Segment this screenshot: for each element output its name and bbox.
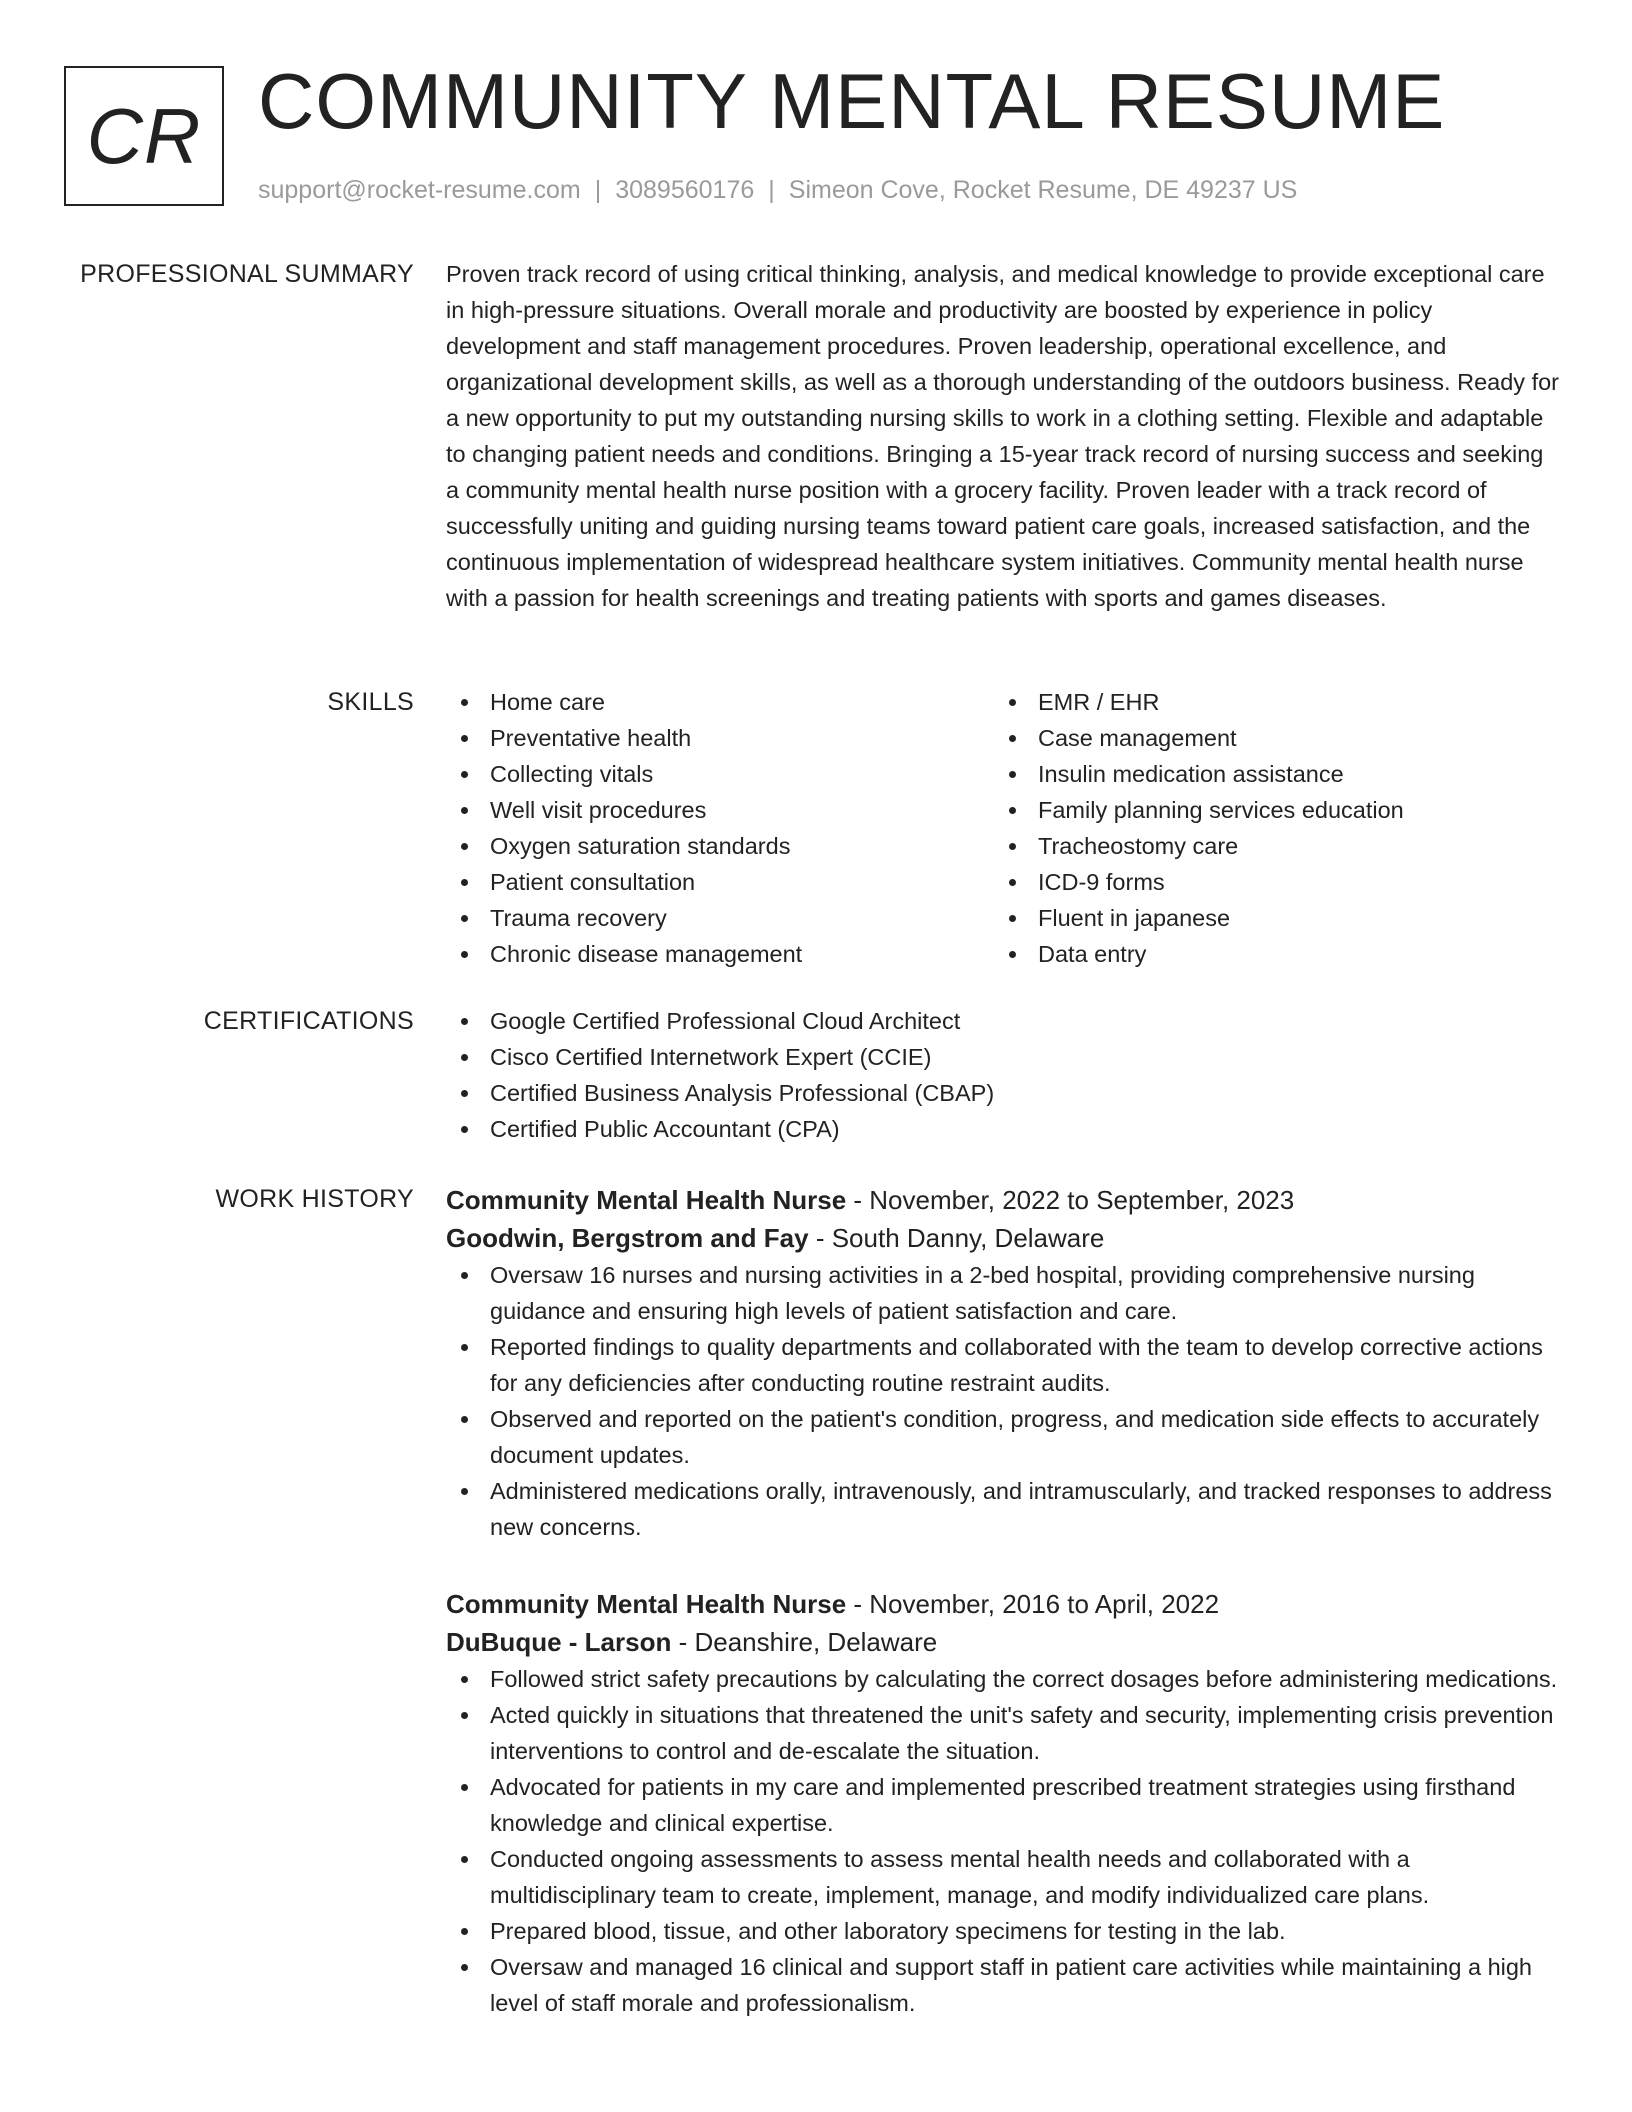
skill-item: Chronic disease management [446,936,994,972]
certification-item: Certified Business Analysis Professional (CBAP) [446,1075,1562,1111]
job-company-line: DuBuque - Larson - Deanshire, Delaware [446,1627,938,1657]
skill-item: Patient consultation [446,864,994,900]
skill-item: Oxygen saturation standards [446,828,994,864]
job-location: Deanshire, Delaware [694,1627,938,1657]
skill-item: Data entry [994,936,1542,972]
job-duty: Conducted ongoing assessments to assess mental health needs and collaborated with a multidisciplinary team to create, implement, manage, and modify individualized care plans. [446,1841,1562,1913]
skill-item: Insulin medication assistance [994,756,1542,792]
contact-phone: 3089560176 [615,176,755,204]
skill-item: Home care [446,684,994,720]
job-duty: Prepared blood, tissue, and other laboratory specimens for testing in the lab. [446,1913,1562,1949]
certifications-heading: CERTIFICATIONS [203,1007,414,1035]
job-duty: Followed strict safety precautions by calculating the correct dosages before administering medications. [446,1661,1562,1697]
job-title-line: Community Mental Health Nurse - November, 2016 to April, 2022 [446,1589,1220,1619]
certification-item: Certified Public Accountant (CPA) [446,1111,1562,1147]
skill-item: Fluent in japanese [994,900,1542,936]
job-duty: Oversaw and managed 16 clinical and support staff in patient care activities while maintaining a high level of staff morale and professionalism. [446,1949,1562,2021]
skill-item: Family planning services education [994,792,1542,828]
skill-item: Tracheostomy care [994,828,1542,864]
skills-body [446,684,1562,972]
contact-email: support@rocket-resume.com [258,176,581,204]
job-duty: Observed and reported on the patient's condition, progress, and medication side effects to accurately document updates. [446,1401,1562,1473]
job-company: DuBuque - Larson [446,1627,672,1657]
skill-item: Trauma recovery [446,900,994,936]
work-history-heading: WORK HISTORY [215,1185,414,1213]
contact-separator: | [594,176,602,204]
job-duties-list [446,1257,1562,1545]
job-company-line: Goodwin, Bergstrom and Fay - South Danny, Delaware [446,1223,1105,1253]
job-location: South Danny, Delaware [831,1223,1105,1253]
contact-address: Simeon Cove, Rocket Resume, DE 49237 US [788,176,1298,204]
certifications-body [446,1003,1562,1147]
skill-item: Case management [994,720,1542,756]
summary-text: Proven track record of using critical thinking, analysis, and medical knowledge to provide exceptional care in high-pressure situations. Overall morale and productivity are boosted by experience in policy development and staff management procedures. Proven leadership, operational excellence, and organizational development skills, as well as a thorough understanding of the outdoors business. Ready for a new opportunity to put my outstanding nursing skills to work in a clothing setting. Flexible and adaptable to changing patient needs and conditions. Bringing a 15-year track record of nursing success and seeking a community mental health nurse position with a grocery facility. Proven leader with a track record of successfully uniting and guiding nursing teams toward patient care goals, increased satisfaction, and the continuous implementation of widespread healthcare system initiatives. Community mental health nurse with a passion for health screenings and treating patients with sports and games diseases. [446,261,1560,611]
skills-heading: SKILLS [327,688,414,716]
contact-line [258,174,1297,206]
skills-columns [446,684,1562,972]
job-company: Goodwin, Bergstrom and Fay [446,1223,809,1253]
skill-item: Preventative health [446,720,994,756]
job-title-line: Community Mental Health Nurse - November, 2022 to September, 2023 [446,1185,1295,1215]
resume-title: COMMUNITY MENTAL RESUME [258,57,1446,145]
job-duty: Oversaw 16 nurses and nursing activities in a 2-bed hospital, providing comprehensive nursing guidance and ensuring high levels of patient satisfaction and care. [446,1257,1562,1329]
certifications-list [446,1003,1562,1147]
work-history-body [446,1181,1562,2061]
job-duty: Advocated for patients in my care and implemented prescribed treatment strategies using firsthand knowledge and clinical expertise. [446,1769,1562,1841]
job-dates: November, 2016 to April, 2022 [869,1589,1220,1619]
job-duty: Acted quickly in situations that threatened the unit's safety and security, implementing crisis prevention interventions to control and de-escalate the situation. [446,1697,1562,1769]
skill-item: Well visit procedures [446,792,994,828]
skill-item: EMR / EHR [994,684,1542,720]
job-entry [446,1585,1562,2021]
job-title: Community Mental Health Nurse [446,1185,847,1215]
job-dates: November, 2022 to September, 2023 [869,1185,1295,1215]
job-entry [446,1181,1562,1545]
summary-body [446,256,1562,616]
job-duty: Reported findings to quality departments and collaborated with the team to develop corrective actions for any deficiencies after conducting routine restraint audits. [446,1329,1562,1401]
summary-heading: PROFESSIONAL SUMMARY [80,260,414,288]
contact-separator: | [768,176,775,204]
job-duty: Administered medications orally, intravenously, and intramuscularly, and tracked responses to address new concerns. [446,1473,1562,1545]
skills-list-right [994,684,1542,972]
certification-item: Google Certified Professional Cloud Architect [446,1003,1562,1039]
skill-item: ICD-9 forms [994,864,1542,900]
monogram-logo: CR [64,66,224,206]
skill-item: Collecting vitals [446,756,994,792]
job-duties-list [446,1661,1562,2021]
skills-list-left [446,684,994,972]
certification-item: Cisco Certified Internetwork Expert (CCIE) [446,1039,1562,1075]
job-title: Community Mental Health Nurse [446,1589,847,1619]
